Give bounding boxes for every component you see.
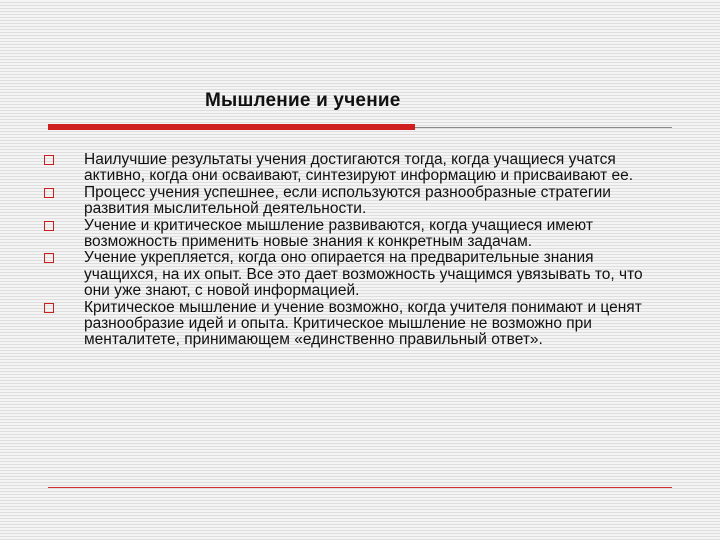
- hollow-square-bullet-icon: [44, 253, 54, 263]
- bullet-item: [44, 152, 664, 185]
- bullet-item: [44, 218, 664, 251]
- bullet-item: [44, 250, 664, 299]
- bullet-text: Учение и критическое мышление развиваются, когда учащиеся имеют возможность применить новые знания к конкретным задачам.: [84, 216, 593, 251]
- bullet-text: Учение укрепляется, когда оно опирается на предварительные знания учащихся, на их опыт. Все это дает возможность учащимся увязывать то, что они уже знают, с новой информацией.: [84, 249, 643, 300]
- bullet-text: Процесс учения успешнее, если используются разнообразные стратегии развития мыслительной деятельности.: [84, 183, 611, 218]
- bullet-item: [44, 185, 664, 218]
- bullet-text: Наилучшие результаты учения достигаются тогда, когда учащиеся учатся активно, когда они осваивают, синтезируют информацию и присваивают ее.: [84, 151, 634, 185]
- bottom-divider: [48, 487, 672, 488]
- bullet-item: [44, 300, 664, 349]
- hollow-square-bullet-icon: [44, 303, 54, 313]
- bullet-list: [44, 152, 664, 349]
- hollow-square-bullet-icon: [44, 188, 54, 198]
- bullet-text: Критическое мышление и учение возможно, когда учителя понимают и ценят разнообразие идей и опыта. Критическое мышление не возможно при менталитете, принимающем «единственно правильный ответ».: [84, 298, 642, 349]
- hollow-square-bullet-icon: [44, 155, 54, 165]
- title-underline-red-bar: [48, 124, 415, 130]
- slide-title: Мышление и учение: [205, 90, 401, 111]
- hollow-square-bullet-icon: [44, 221, 54, 231]
